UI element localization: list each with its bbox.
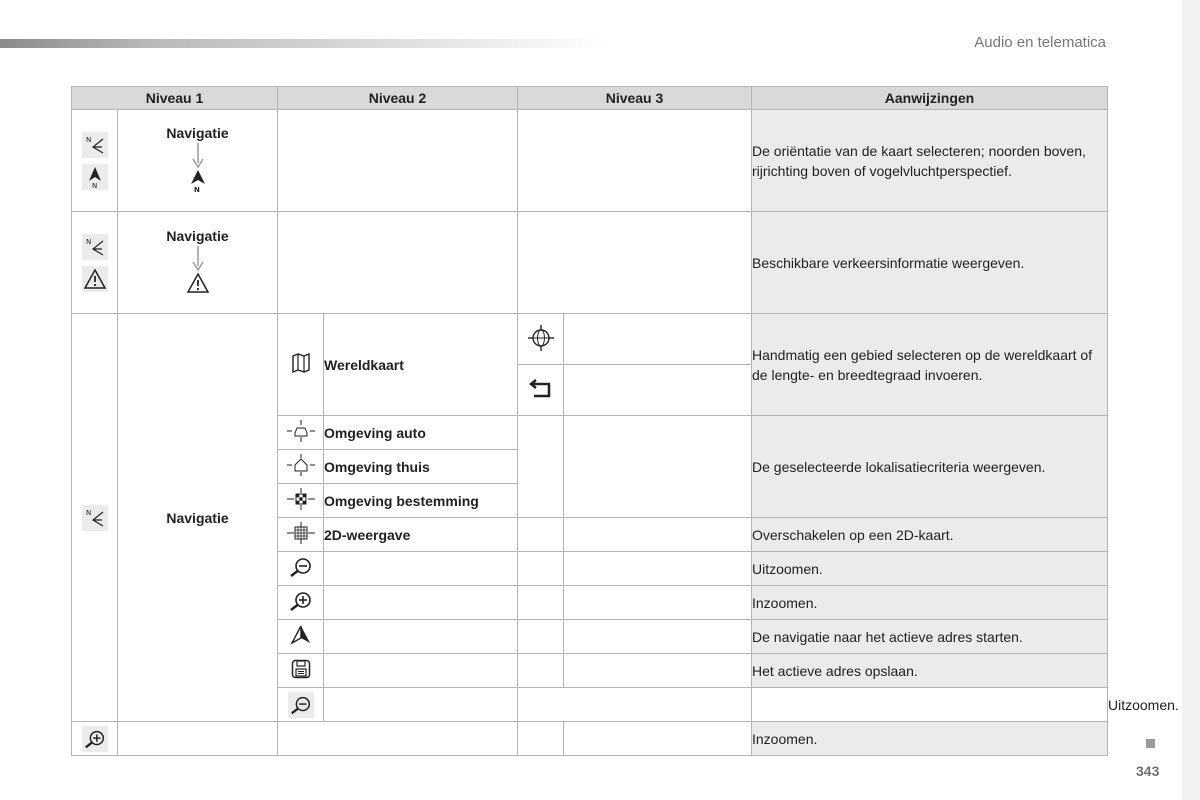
table-row-level1-zoom-in	[72, 722, 1108, 756]
empty-cell	[278, 110, 518, 212]
around-car-icon-cell	[278, 416, 324, 450]
warning-triangle-icon	[186, 272, 210, 294]
empty-cell	[324, 620, 518, 654]
empty-cell	[518, 620, 564, 654]
zoom-in-note: Inzoomen.	[752, 586, 1108, 620]
level1-label: Navigatie	[166, 228, 229, 244]
orientation-level1-cell	[118, 110, 278, 212]
empty-cell	[518, 552, 564, 586]
empty-cell	[324, 552, 518, 586]
svg-text:N: N	[85, 135, 91, 144]
map-orientation-icon[interactable]	[82, 505, 108, 531]
north-arrow-icon	[189, 169, 207, 193]
empty-cell	[518, 110, 752, 212]
empty-cell	[324, 654, 518, 688]
zoom-in-icon-cell	[72, 722, 118, 756]
map-2d-icon-cell	[278, 518, 324, 552]
table-row-traffic	[72, 212, 1108, 314]
svg-text:N: N	[85, 508, 91, 517]
around-home-icon[interactable]	[285, 464, 317, 480]
warning-triangle-icon[interactable]	[82, 266, 108, 292]
empty-cell	[118, 722, 278, 756]
orientation-note: De oriëntatie van de kaart selecteren; noorden boven, rijrichting boven of vogelvluchtperspectief.	[752, 110, 1108, 212]
empty-cell	[324, 688, 518, 722]
locality-note: De geselecteerde lokalisatiecriteria weergeven.	[752, 416, 1108, 518]
table-row-level1-zoom-out: Uitzoomen.	[72, 688, 1108, 722]
crosshair-icon-cell	[518, 314, 564, 365]
empty-cell	[564, 586, 752, 620]
map-orientation-icon[interactable]	[82, 234, 108, 260]
empty-cell	[518, 654, 564, 688]
navigation-menu-table	[71, 86, 1179, 756]
empty-cell	[564, 654, 752, 688]
save-note: Het actieve adres opslaan.	[752, 654, 1108, 688]
empty-cell	[518, 518, 564, 552]
world-map-label: Wereldkaart	[324, 314, 518, 416]
svg-text:N: N	[91, 181, 97, 189]
world-map-icon-cell	[278, 314, 324, 416]
down-arrow-icon	[192, 246, 204, 272]
table-header-row	[72, 87, 1108, 110]
header-level-1: Niveau 1	[72, 87, 278, 110]
header-gradient-bar	[0, 39, 610, 48]
zoom-out-icon-cell	[278, 688, 324, 722]
orientation-icon-cell	[72, 110, 118, 212]
around-destination-label: Omgeving bestemming	[324, 484, 518, 518]
empty-cell	[564, 365, 752, 416]
zoom-out-icon[interactable]	[288, 692, 314, 718]
zoom-out-note: Uitzoomen.	[752, 552, 1108, 586]
table-row-orientation	[72, 110, 1108, 212]
empty-cell	[518, 722, 564, 756]
around-destination-icon[interactable]	[285, 498, 317, 514]
start-navigation-icon[interactable]	[290, 633, 312, 649]
back-icon-cell	[518, 365, 564, 416]
start-navigation-note: De navigatie naar het actieve adres starten.	[752, 620, 1108, 654]
around-home-label: Omgeving thuis	[324, 450, 518, 484]
empty-cell	[564, 722, 752, 756]
empty-cell	[278, 722, 518, 756]
save-icon-cell	[278, 654, 324, 688]
zoom-out-icon-cell	[278, 552, 324, 586]
map-2d-icon[interactable]	[285, 532, 317, 548]
svg-text:N: N	[193, 186, 200, 193]
around-car-icon[interactable]	[285, 430, 317, 446]
empty-cell	[518, 586, 564, 620]
traffic-note: Beschikbare verkeersinformatie weergeven.	[752, 212, 1108, 314]
page-edge	[1182, 0, 1200, 800]
traffic-icon-cell	[72, 212, 118, 314]
back-arrow-icon[interactable]	[528, 388, 554, 404]
world-map-note: Handmatig een gebied selecteren op de wereldkaart of de lengte- en breedtegraad invoeren.	[752, 314, 1108, 416]
zoom-in-icon[interactable]	[288, 599, 314, 615]
map-orientation-icon[interactable]	[82, 132, 108, 158]
page-marker	[1146, 739, 1155, 748]
empty-cell	[518, 416, 564, 518]
zoom-in-icon[interactable]	[82, 726, 108, 752]
traffic-level1-cell	[118, 212, 278, 314]
world-map-icon[interactable]	[289, 362, 313, 378]
empty-cell	[278, 212, 518, 314]
empty-cell	[752, 688, 1108, 722]
navigation-level1-label: Navigatie	[118, 314, 278, 722]
empty-cell	[518, 212, 752, 314]
map-2d-note: Overschakelen op een 2D-kaart.	[752, 518, 1108, 552]
header-level-2: Niveau 2	[278, 87, 518, 110]
table-row-world-map	[72, 314, 1108, 365]
header-notes: Aanwijzingen	[752, 87, 1108, 110]
empty-cell	[564, 314, 752, 365]
zoom-out-icon[interactable]	[288, 565, 314, 581]
around-destination-icon-cell	[278, 484, 324, 518]
down-arrow-icon	[192, 143, 204, 169]
around-car-label: Omgeving auto	[324, 416, 518, 450]
north-arrow-icon[interactable]	[82, 164, 108, 190]
around-home-icon-cell	[278, 450, 324, 484]
page-number: 343	[1136, 763, 1160, 779]
empty-cell	[518, 688, 752, 722]
level1-label: Navigatie	[166, 125, 229, 141]
empty-cell	[564, 552, 752, 586]
empty-cell	[564, 620, 752, 654]
crosshair-globe-icon[interactable]	[527, 339, 555, 355]
navigation-icon-cell	[72, 314, 118, 722]
empty-cell	[324, 586, 518, 620]
section-title: Audio en telematica	[974, 34, 1106, 51]
level1-zoom-in-note: Inzoomen.	[752, 722, 1108, 756]
save-icon[interactable]	[290, 667, 312, 683]
svg-text:N: N	[85, 237, 91, 246]
map-2d-label: 2D-weergave	[324, 518, 518, 552]
header-level-3: Niveau 3	[518, 87, 752, 110]
start-navigation-icon-cell	[278, 620, 324, 654]
empty-cell	[564, 416, 752, 518]
empty-cell	[564, 518, 752, 552]
zoom-in-icon-cell	[278, 586, 324, 620]
